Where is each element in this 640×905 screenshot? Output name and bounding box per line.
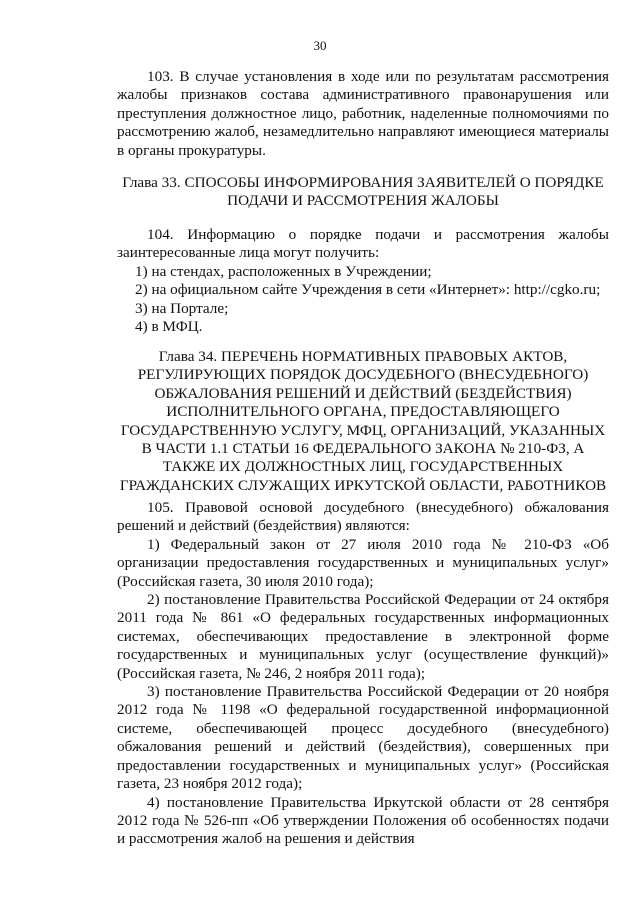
list-item: 2) постановление Правительства Российской Федерации от 24 октября 2011 года № 861 «О федеральных государственных информационных системах, обеспечивающих предоставление в электронной форме государственных и муниципальных услуг (осуществление функций)» (Российская газета, № 246, 2 ноября 2011 года); xyxy=(117,591,609,682)
chapter-33-title: Глава 33. СПОСОБЫ ИНФОРМИРОВАНИЯ ЗАЯВИТЕЛЕЙ О ПОРЯДКЕ ПОДАЧИ И РАССМОТРЕНИЯ ЖАЛОБЫ xyxy=(122,174,604,210)
chapter-33-body xyxy=(117,226,609,336)
chapter-34-title: Глава 34. ПЕРЕЧЕНЬ НОРМАТИВНЫХ ПРАВОВЫХ АКТОВ, РЕГУЛИРУЮЩИХ ПОРЯДОК ДОСУДЕБНОГО (ВНЕСУДЕБНОГО) ОБЖАЛОВАНИЯ РЕШЕНИЙ И ДЕЙСТВИЙ (БЕЗДЕЙСТВИЯ) ИСПОЛНИТЕЛЬНОГО ОРГАНА, ПРЕДОСТАВЛЯЮЩЕГО ГОСУДАРСТВЕННУЮ УСЛУГУ, МФЦ, ОРГАНИЗАЦИЙ, УКАЗАННЫХ В ЧАСТИ 1.1 СТАТЬИ 16 ФЕДЕРАЛЬНОГО ЗАКОНА № 210-ФЗ, А ТАКЖЕ ИХ ДОЛЖНОСТНЫХ ЛИЦ, ГОСУДАРСТВЕННЫХ ГРАЖДАНСКИХ СЛУЖАЩИХ ИРКУТСКОЙ ОБЛАСТИ, РАБОТНИКОВ xyxy=(119,348,607,494)
list-item: 4) постановление Правительства Иркутской области от 28 сентября 2012 года № 526-пп «Об утверждении Положения об особенностях подачи и рассмотрения жалоб на решения и действия xyxy=(117,793,609,848)
paragraph-103-block xyxy=(117,68,609,160)
page-number: 30 xyxy=(313,38,327,53)
list-item: 4) в МФЦ. xyxy=(135,318,203,336)
list-item: 3) постановление Правительства Российской Федерации от 20 ноября 2012 года № 1198 «О федеральной государственной информационной системе, обеспечивающей процесс досудебного (внесудебного) обжалования решений и действий (бездействия), совершенных при предоставлении государственных и муниципальных услуг» (Российская газета, 23 ноября 2012 года); xyxy=(117,683,609,793)
list-item: 1) Федеральный закон от 27 июля 2010 года № 210-ФЗ «Об организации предоставления государственных и муниципальных услуг» (Российская газета, 30 июля 2010 года); xyxy=(117,535,609,590)
list-item: 2) на официальном сайте Учреждения в сети «Интернет»: http://cgko.ru; xyxy=(135,281,601,299)
list-item: 1) на стендах, расположенных в Учреждении; xyxy=(135,262,432,280)
list-item: 3) на Портале; xyxy=(135,299,229,317)
chapter-34-body xyxy=(117,499,609,849)
paragraph-105: 105. Правовой основой досудебного (внесудебного) обжалования решений и действий (бездействия) являются: xyxy=(117,499,609,535)
paragraph-103: 103. В случае установления в ходе или по результатам рассмотрения жалобы признаков состава административного правонарушения или преступления должностное лицо, работник, наделенные полномочиями по рассмотрению жалоб, незамедлительно направляют имеющиеся материалы в органы прокуратуры. xyxy=(117,68,609,159)
paragraph-104: 104. Информацию о порядке подачи и рассмотрения жалобы заинтересованные лица могут получить: xyxy=(117,226,609,262)
